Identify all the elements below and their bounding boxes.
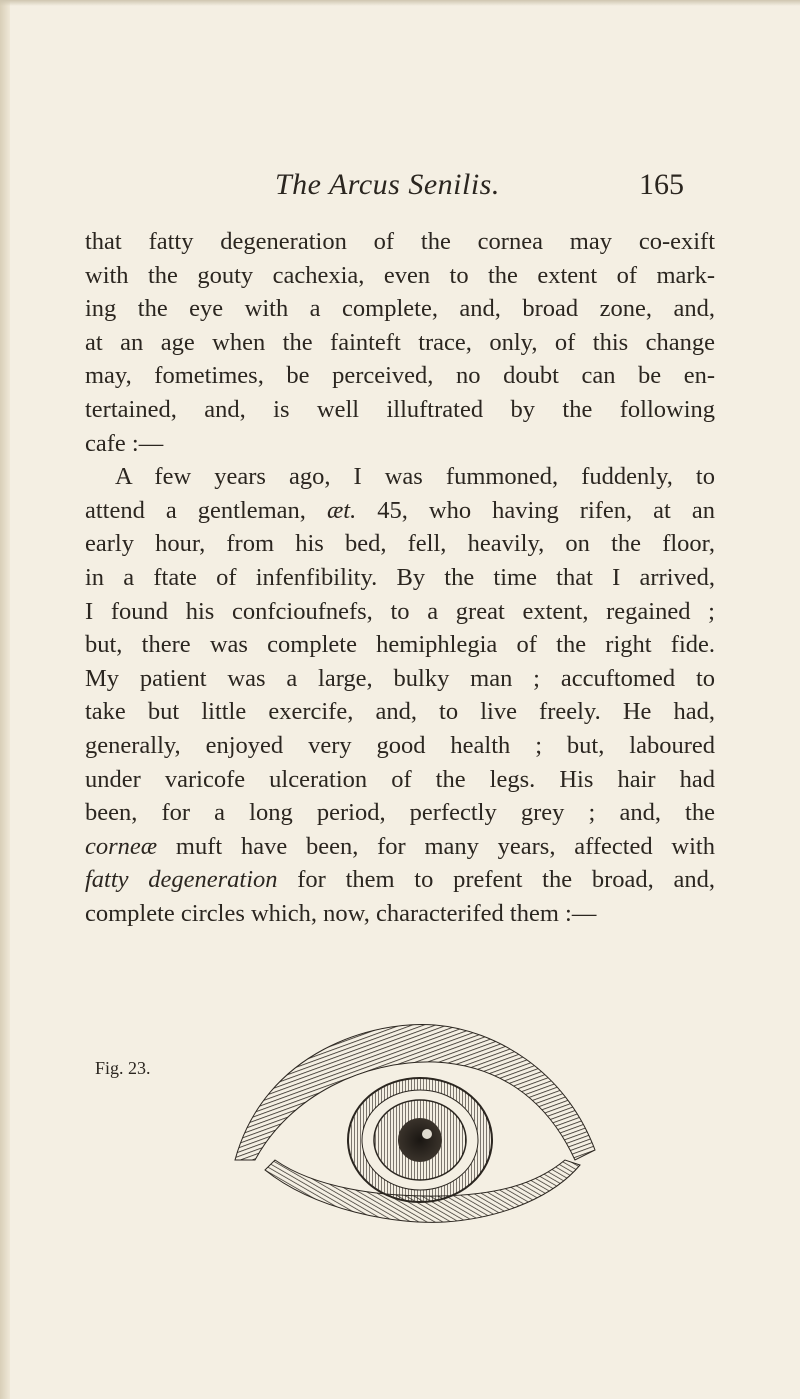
text-line: early hour, from his bed, fell, heavily, on the floor, — [85, 530, 715, 558]
pupil — [398, 1118, 442, 1162]
text-line — [85, 830, 715, 864]
running-title: The Arcus Senilis. — [275, 168, 500, 201]
text-line: complete circles which, now, characterifed them :— — [85, 899, 597, 927]
figure-label: Fig. 23. — [95, 1058, 151, 1078]
top-shadow — [0, 0, 800, 6]
text-line: but, there was complete hemiphlegia of the right fide. — [85, 631, 715, 659]
text-line: A few years ago, I was fummoned, fuddenly, to — [115, 463, 715, 491]
text-line: ing the eye with a complete, and, broad zone, and, — [85, 295, 715, 323]
text-line: I found his confcioufnefs, to a great extent, regained ; — [85, 597, 715, 625]
italic-fatty-degeneration: fatty degeneration — [85, 866, 278, 894]
text-fragment: 45, who having rifen, at an — [356, 496, 715, 524]
text-line: been, for a long period, perfectly grey ; and, the — [85, 799, 715, 827]
text-line — [85, 863, 715, 897]
text-fragment: for them to prefent the broad, and, — [277, 866, 715, 894]
text-line: My patient was a large, bulky man ; accuftomed to — [85, 664, 715, 692]
figure-23 — [95, 1010, 715, 1230]
pupil-highlight — [422, 1129, 432, 1139]
text-line: under varicofe ulceration of the legs. His hair had — [85, 765, 715, 793]
text-line: in a ftate of infenfibility. By the time that I arrived, — [85, 563, 715, 591]
italic-corneae: corneæ — [85, 832, 158, 860]
italic-aet: æt. — [326, 496, 357, 524]
text-line: cafe :— — [85, 429, 164, 457]
text-fragment: muft have been, for many years, affected with — [157, 832, 715, 860]
text-line: at an age when the fainteft trace, only, of this change — [85, 328, 715, 356]
body-text — [85, 225, 715, 930]
running-head — [85, 168, 684, 208]
text-line — [85, 494, 715, 528]
page-edge — [0, 0, 10, 1399]
text-line: with the gouty cachexia, even to the extent of mark- — [85, 261, 715, 289]
eye-engraving — [195, 1010, 635, 1230]
text-line: take but little exercife, and, to live freely. He had, — [85, 698, 715, 726]
text-fragment: attend a gentleman, — [85, 496, 327, 524]
text-line: that fatty degeneration of the cornea may co-exift — [85, 228, 715, 255]
text-line: may, fometimes, be perceived, no doubt can be en- — [85, 362, 715, 390]
page-number: 165 — [639, 168, 684, 201]
text-line: tertained, and, is well illuftrated by the following — [85, 395, 715, 423]
text-line: generally, enjoyed very good health ; but, laboured — [85, 731, 715, 759]
